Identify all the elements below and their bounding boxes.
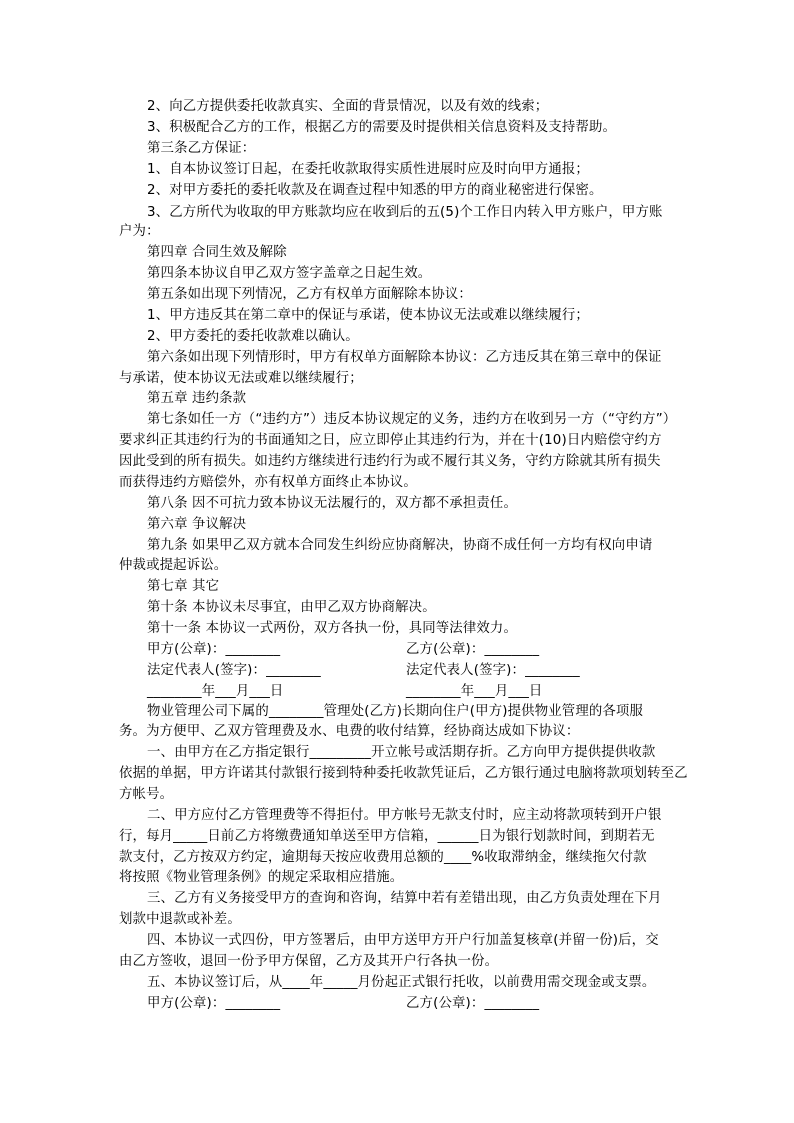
signature-party-b: 乙方(公章)：________ <box>406 996 540 1011</box>
text-line: 四、本协议一式四份，甲方签署后，由甲方送甲方开户行加盖复核章(并留一份)后，交 <box>147 933 659 948</box>
text-line: 3、积极配合乙方的工作，根据乙方的需要及时提供相关信息资料及支持帮助。 <box>147 120 617 135</box>
signature-rep-b: 法定代表人(签字)：________ <box>406 663 580 678</box>
text-line: 三、乙方有义务接受甲方的查询和咨询，结算中若有差错出现，由乙方负责处理在下月 <box>147 891 662 906</box>
text-line: 物业管理公司下属的________管理处(乙方)长期向住户(甲方)提供物业管理的各项服 <box>147 704 644 719</box>
text-line: 与承诺，使本协议无法或难以继续履行； <box>119 371 363 386</box>
text-line: 因此受到的所有损失。如违约方继续进行违约行为或不履行其义务，守约方除就其所有损失 <box>119 454 661 469</box>
chapter-heading: 第五章 违约条款 <box>147 391 247 406</box>
text-line: 五、本协议签订后，从____年_____月份起正式银行托收，以前费用需交现金或支票。 <box>147 975 656 990</box>
text-line: 划款中退款或补差。 <box>119 912 241 927</box>
text-line: 而获得违约方赔偿外，亦有权单方面终止本协议。 <box>119 475 417 490</box>
chapter-heading: 第七章 其它 <box>147 579 220 594</box>
text-line: 务。为方便甲、乙双方管理费及水、电费的收付结算，经协商达成如下协议： <box>119 724 580 739</box>
text-line: 行，每月_____日前乙方将缴费通知单送至甲方信箱，______日为银行划款时间，到期若无 <box>119 829 655 844</box>
text-line: 第五条如出现下列情况，乙方有权单方面解除本协议： <box>147 287 472 302</box>
text-line: 第十一条 本协议一式两份，双方各执一份，具同等法律效力。 <box>147 621 518 636</box>
text-line: 依据的单据，甲方许诺其付款银行接到特种委托收款凭证后，乙方银行通过电脑将款项划转至乙 <box>119 766 688 781</box>
text-line: 1、自本协议签订日起，在委托收款取得实质性进展时应及时向甲方通报； <box>147 162 589 177</box>
signature-date-a: ________年___月___日 <box>147 684 284 699</box>
text-line: 1、甲方违反其在第二章中的保证与承诺，使本协议无法或难以继续履行； <box>147 308 589 323</box>
text-line: 第九条 如果甲乙双方就本合同发生纠纷应协商解决，协商不成任何一方均有权向申请 <box>147 538 653 553</box>
text-line: 第四条本协议自甲乙双方签字盖章之日起生效。 <box>147 266 432 281</box>
text-line: 第七条如任一方（“违约方”）违反本协议规定的义务，违约方在收到另一方（“守约方”） <box>147 412 677 427</box>
text-line: 2、对甲方委托的委托收款及在调查过程中知悉的甲方的商业秘密进行保密。 <box>147 183 603 198</box>
chapter-heading: 第六章 争议解决 <box>147 517 247 532</box>
text-line: 仲裁或提起诉讼。 <box>119 558 228 573</box>
chapter-heading: 第四章 合同生效及解除 <box>147 245 287 260</box>
text-line: 第六条如出现下列情形时，甲方有权单方面解除本协议：乙方违反其在第三章中的保证 <box>147 350 662 365</box>
text-line: 款支付，乙方按双方约定，逾期每天按应收费用总额的____%收取滞纳金，继续拖欠付款 <box>119 850 647 865</box>
signature-party-a: 甲方(公章)：________ <box>147 996 281 1011</box>
signature-date-b: ________年___月___日 <box>406 684 543 699</box>
signature-party-b: 乙方(公章)：________ <box>406 642 540 657</box>
section-heading: 第三条乙方保证： <box>147 141 256 156</box>
text-line: 3、乙方所代为收取的甲方账款均应在收到后的五(5)个工作日内转入甲方账户，甲方账 <box>147 205 663 220</box>
signature-rep-a: 法定代表人(签字)：________ <box>147 663 321 678</box>
text-line: 要求纠正其违约行为的书面通知之日，应立即停止其违约行为，并在十(10)日内赔偿守约方 <box>119 433 662 448</box>
text-line: 二、甲方应付乙方管理费等不得拒付。甲方帐号无款支付时，应主动将款项转到开户银 <box>147 808 662 823</box>
text-line: 第八条 因不可抗力致本协议无法履行的，双方都不承担责任。 <box>147 496 518 511</box>
text-line: 第十条 本协议未尽事宜，由甲乙双方协商解决。 <box>147 600 436 615</box>
text-line: 将按照《物业管理条例》的规定采取相应措施。 <box>119 870 404 885</box>
text-line: 户为： <box>119 224 160 239</box>
text-line: 由乙方签收，退回一份予甲方保留，乙方及其开户行各执一份。 <box>119 954 499 969</box>
text-line: 一、由甲方在乙方指定银行_________开立帐号或活期存折。乙方向甲方提供提供收款 <box>147 745 656 760</box>
text-line: 2、甲方委托的委托收款难以确认。 <box>147 329 359 344</box>
signature-party-a: 甲方(公章)：________ <box>147 642 281 657</box>
text-line: 方帐号。 <box>119 787 174 802</box>
text-line: 2、向乙方提供委托收款真实、全面的背景情况，以及有效的线索； <box>147 99 549 114</box>
